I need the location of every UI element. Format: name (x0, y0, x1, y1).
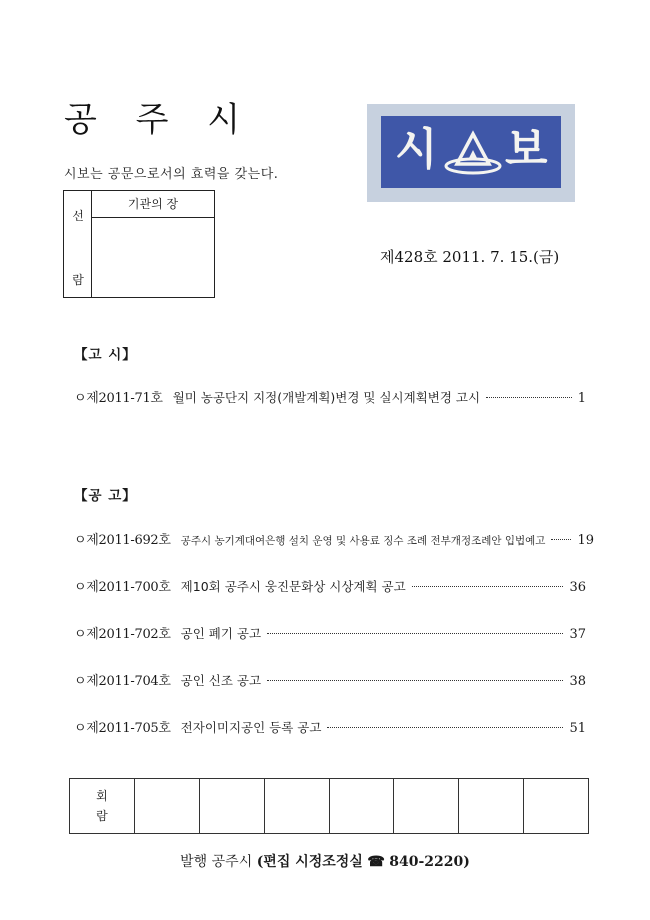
entry-title: 제10회 공주시 웅진문화상 시상계획 공고 (180, 579, 406, 594)
dot-leader (267, 633, 563, 634)
validity-note: 시보는 공문으로서의 효력을 갖는다. (64, 167, 279, 182)
toc-entry[interactable] (74, 387, 586, 407)
entry-title: 전자이미지공인 등록 공고 (180, 720, 322, 735)
entry-number: ㅇ제2011-702호 (74, 627, 171, 642)
circulation-sign-cell (393, 779, 458, 833)
dot-leader (412, 586, 564, 587)
entry-page: 19 (577, 533, 594, 548)
entry-number: ㅇ제2011-71호 (74, 391, 163, 406)
publisher-editor: (편집 시정조정실 (256, 854, 363, 870)
entry-page: 1 (577, 391, 586, 406)
circulation-sign-cell (199, 779, 264, 833)
publisher-phone: 840-2220) (389, 854, 470, 870)
phone-icon: ☎ (367, 854, 385, 870)
entry-title: 공인 폐기 공고 (180, 626, 262, 641)
sibo-logo (367, 104, 575, 202)
circulation-sign-cell (329, 779, 394, 833)
toc-entry[interactable] (74, 529, 594, 549)
logo-char-si: 시 (395, 124, 438, 175)
entry-number: ㅇ제2011-700호 (74, 580, 171, 595)
entry-page: 38 (569, 674, 586, 689)
toc-entry[interactable] (74, 576, 586, 596)
circulation-sign-cell (458, 779, 523, 833)
entry-number: ㅇ제2011-692호 (74, 533, 171, 548)
entry-number: ㅇ제2011-704호 (74, 674, 171, 689)
section-label-notices: 【고 시】 (74, 347, 137, 363)
toc-entry[interactable] (74, 623, 586, 643)
dot-leader (327, 727, 563, 728)
approval-side-label-bottom: 람 (72, 273, 84, 287)
triangle-ripple-emblem-icon (443, 130, 503, 178)
approval-side-label-top: 선 (72, 209, 84, 223)
approval-box (63, 190, 215, 298)
issue-number-date: 제428호 2011. 7. 15.(금) (380, 248, 560, 266)
toc-entry[interactable] (74, 670, 586, 690)
entry-title: 공주시 농기계대여은행 설치 운영 및 사용료 징수 조례 전부개정조례안 입법예고 (180, 535, 546, 547)
circulation-table (69, 778, 589, 834)
entry-page: 51 (569, 721, 586, 736)
entry-page: 36 (569, 580, 586, 595)
dot-leader (486, 397, 572, 398)
dot-leader (551, 539, 571, 540)
circulation-label-bottom: 람 (96, 809, 108, 823)
circulation-label-top: 회 (96, 789, 108, 803)
publisher-line (0, 851, 650, 871)
entry-number: ㅇ제2011-705호 (74, 721, 171, 736)
dot-leader (267, 680, 563, 681)
section-label-announcements: 【공 고】 (74, 488, 137, 504)
approval-side-column (64, 191, 92, 297)
circulation-sign-cell (264, 779, 329, 833)
circulation-sign-cell (134, 779, 199, 833)
city-title: 공 주 시 (64, 100, 255, 140)
approval-head-label: 기관의 장 (92, 191, 214, 218)
circulation-sign-cell (523, 779, 588, 833)
sibo-logo-panel (381, 116, 561, 188)
entry-page: 37 (569, 627, 586, 642)
logo-char-bo: 보 (505, 124, 548, 175)
circulation-label-cell (70, 779, 134, 833)
publisher-prefix: 발행 공주시 (180, 854, 253, 870)
toc-entry[interactable] (74, 717, 586, 737)
entry-title: 월미 농공단지 지정(개발계획)변경 및 실시계획변경 고시 (172, 390, 481, 405)
entry-title: 공인 신조 공고 (180, 673, 262, 688)
